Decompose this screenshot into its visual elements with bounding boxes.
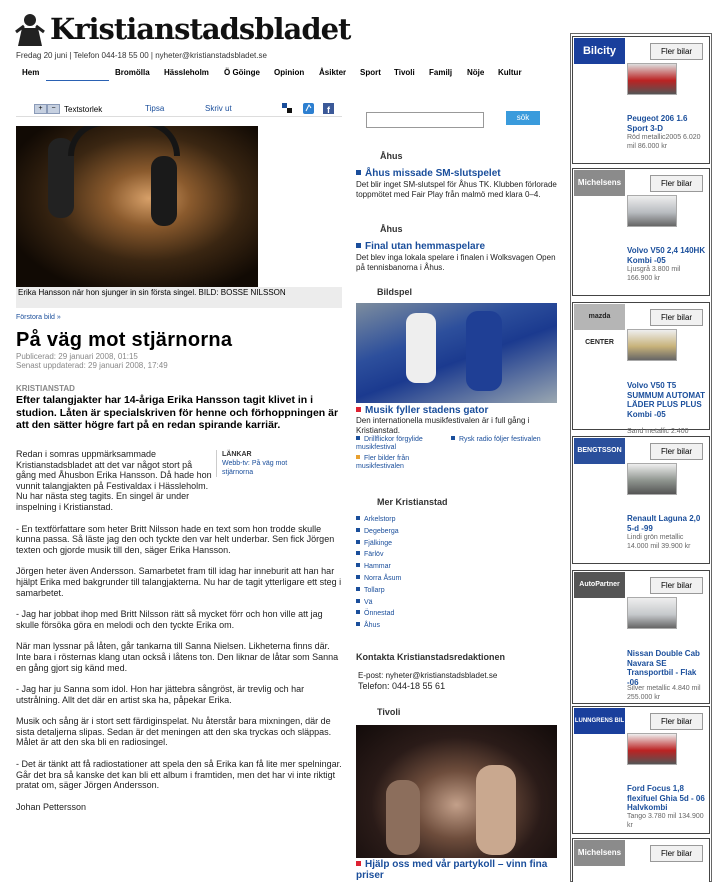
byline: Johan Pettersson — [16, 801, 87, 812]
article-kicker: KRISTIANSTAD — [16, 384, 75, 393]
list-item-label: Färlöv — [364, 551, 384, 559]
more-cars-button[interactable]: Fler bilar — [650, 577, 703, 594]
dealer-logo: Michelsens — [574, 840, 625, 866]
list-item-label: Norra Åsum — [364, 574, 402, 582]
bullet-icon — [356, 551, 360, 555]
section-heading-ahus-2: Åhus — [380, 224, 403, 234]
related-link[interactable]: Webb-tv: På väg mot stjärnorna — [222, 460, 288, 476]
car-ad[interactable] — [572, 36, 710, 164]
more-cars-button[interactable]: Fler bilar — [650, 443, 703, 460]
nav-item-bromolla[interactable]: Bromölla — [115, 68, 150, 77]
car-photo[interactable] — [627, 733, 677, 765]
list-item[interactable] — [356, 538, 401, 550]
list-item-label: Fjälkinge — [364, 539, 393, 547]
car-ad[interactable] — [572, 706, 710, 834]
car-title[interactable]: Renault Laguna 2,0 5-d -99 — [627, 514, 701, 533]
dealer-logo: AutoPartner — [574, 572, 625, 598]
slideshow-link-3-label: Fler bilder från musikfestivalen — [356, 455, 410, 470]
list-item[interactable] — [356, 585, 401, 597]
brand-emblem-icon — [14, 12, 46, 48]
site-logo[interactable]: Kristianstadsbladet — [50, 12, 351, 46]
bullet-icon — [356, 407, 361, 412]
article-headline: På väg mot stjärnorna — [16, 329, 233, 351]
bookmark-icon[interactable] — [303, 103, 314, 114]
slideshow-headline-label: Musik fyller stadens gator — [365, 405, 489, 416]
car-ad[interactable] — [572, 570, 710, 704]
car-description: Tango 3.780 mil 134.900 kr — [627, 813, 704, 829]
list-item-label: Vä — [364, 598, 373, 606]
paragraph: - Det är tänkt att få radiostationer att spela den så Erika kan få lite mer spelningar. Går det bra så kanske det kan bli ett album i framtiden, men det har vi inte riktigt pratat om, säger Jörgen Andersson. — [16, 759, 342, 791]
article-photo[interactable] — [16, 126, 258, 287]
article-toolbar — [16, 102, 342, 117]
bullet-icon — [356, 575, 360, 579]
more-cars-button[interactable]: Fler bilar — [650, 845, 703, 862]
paragraph: När man lyssnar på låten, går tankarna till Sanna Nielsen. Likheterna finns där. Inte bara i rösternas klang utan också i låtens ton. Den liknar de låtar som Sanna en gång gjort sig känd med. — [16, 641, 339, 673]
paragraph: - Jag har ju Sanna som idol. Hon har jättebra sångröst, är trevlig och har utstrålning. Allt det där en artist ska ha, påpekar Erika. — [16, 684, 305, 705]
news-headline-1[interactable] — [356, 168, 501, 179]
paragraph: Musik och sång är i stort sett färdiginspelat. Nu återstår bara mixningen, där de sista detaljerna slipas. Sedan är det meningen att den ska tryckas och släppas. Målet är att den ska bli en radiosingel. — [16, 716, 332, 748]
bullet-icon — [356, 861, 361, 866]
list-item[interactable] — [356, 608, 401, 620]
list-item-label: Degeberga — [364, 527, 399, 535]
svg-text:f: f — [327, 105, 330, 114]
links-title: LÄNKAR — [222, 451, 252, 458]
more-list — [356, 514, 401, 632]
list-item[interactable] — [356, 549, 401, 561]
bullet-icon — [356, 563, 360, 567]
list-item[interactable] — [356, 526, 401, 538]
nav-item-hassleholm[interactable]: Hässleholm — [164, 68, 209, 77]
list-item-label: Åhus — [364, 622, 380, 630]
tivoli-headline[interactable] — [356, 859, 561, 881]
photo-caption: Erika Hansson när hon sjunger in sin första singel. BILD: BOSSE NILSSON — [16, 287, 342, 308]
news-text-1: Det blir inget SM-slutspel för Åhus TK. Klubben förlorade toppmötet med Fair Play från malmö med klara 0–4. — [356, 180, 557, 199]
dealer-logo: BENGTSSON — [574, 438, 625, 464]
paragraph: Jörgen heter även Andersson. Samarbetet fram till idag har inneburit att han har hjälpt Erika med bakgrunder till talangjakterna. Nu har de tagit ytterligare ett steg i samarbetet. — [16, 566, 342, 598]
bullet-icon — [356, 436, 360, 440]
slideshow-link-2[interactable] — [451, 436, 551, 444]
list-item-label: Arkelstorp — [364, 516, 396, 523]
share-icon[interactable] — [282, 103, 293, 114]
nav-item-sport[interactable]: Sport — [360, 68, 381, 77]
list-item[interactable] — [356, 573, 401, 585]
car-photo[interactable] — [627, 63, 677, 95]
paragraph: Redan i somras uppmärksammade Kristianstadsbladet att det var något stort på gång med Åhusbon Erika Hansson. Då hade hon vunnit talangjakten på Festivaldax i Hässleholm. Nu har nästa steg tagits. En singel är under inspelning i Kristianstad. — [16, 449, 212, 512]
bullet-icon — [356, 610, 360, 614]
nav-item-hem[interactable]: Hem — [22, 68, 40, 77]
bullet-icon — [356, 540, 360, 544]
car-ad[interactable] — [572, 168, 710, 296]
more-cars-button[interactable]: Fler bilar — [650, 175, 703, 192]
car-title[interactable]: Peugeot 206 1.6 Sport 3-D — [627, 114, 688, 133]
search-input[interactable] — [366, 112, 484, 128]
car-description: Sand metallic 2.400 — [627, 428, 689, 435]
bullet-icon — [356, 587, 360, 591]
car-description: Ljusgrå 3.800 mil 166.900 kr — [627, 266, 681, 282]
published-date: Publicerad: 29 januari 2008, 01:15 — [16, 352, 138, 361]
news-text-2: Det blev inga lokala spelare i finalen i Wolksvagen Open på tennisbanorna i Åhus. — [356, 253, 556, 272]
nav-item-tivoli[interactable]: Tivoli — [394, 68, 415, 77]
contact-phone: Telefon: 044-18 55 61 — [358, 681, 446, 691]
list-item-label: Önnestad — [364, 610, 395, 618]
nav-item-noje[interactable]: Nöje — [467, 68, 485, 77]
bullet-icon — [451, 436, 455, 440]
tivoli-headline-label: Hjälp oss med vår partykoll – vinn fina priser — [356, 859, 548, 881]
car-description: Silver metallic 4.840 mil 255.000 kr — [627, 685, 701, 701]
car-description: Röd metallic2005 6.020 mil 86.000 kr — [627, 134, 701, 150]
nav-item-kultur[interactable]: Kultur — [498, 68, 522, 77]
car-title[interactable]: Ford Focus 1,8 flexifuel Ghia 5d - 06 Halvkombi — [627, 784, 705, 812]
list-item[interactable] — [356, 620, 401, 632]
dealer-logo: LUNNGRENS BIL — [574, 708, 625, 734]
slideshow-link-1-label: Drillflickor förgylide musikfestival — [356, 436, 423, 451]
slideshow-headline[interactable] — [356, 405, 488, 416]
bullet-icon — [356, 599, 360, 603]
bullet-icon — [356, 622, 360, 626]
slideshow-link-3[interactable] — [356, 455, 446, 471]
print-link[interactable]: Skriv ut — [205, 104, 232, 113]
slideshow-photo[interactable] — [356, 303, 557, 403]
enlarge-photo-link[interactable]: Förstora bild » — [16, 314, 61, 321]
car-title[interactable]: Volvo V50 T5 SUMMUM AUTOMAT LÄDER PLUS PLUS Kombi -05 — [627, 381, 706, 419]
dateline: Fredag 20 juni | Telefon 044-18 55 00 | nyheter@kristianstadsbladet.se — [16, 51, 267, 60]
tip-link[interactable]: Tipsa — [145, 104, 165, 113]
nav-active-indicator — [46, 80, 109, 81]
nav-item-opinion[interactable]: Opinion — [274, 68, 305, 77]
list-item-label: Tollarp — [364, 586, 385, 594]
news-headline-1-label: Åhus missade SM-slutspelet — [365, 168, 501, 179]
section-heading-ahus: Åhus — [380, 151, 403, 161]
section-heading-tivoli: Tivoli — [377, 707, 401, 717]
text-size-label: Textstorlek — [64, 105, 103, 114]
car-ad[interactable] — [572, 302, 710, 435]
car-photo[interactable] — [627, 329, 677, 361]
dealer-logo: Michelsens — [574, 170, 625, 196]
car-photo[interactable] — [627, 463, 677, 495]
car-title[interactable]: Nissan Double Cab Navara SE Transportbil - Flak -06 — [627, 649, 700, 687]
paragraph: - En textförfattare som heter Britt Nilsson hade en text som hon trodde skulle kunna passa. Så läste jag den och tyckte den var helt underbar. Sen fick Jörgen texten och gjorde musik till den, säger Erika Hansson. — [16, 523, 335, 555]
car-ad[interactable] — [572, 436, 710, 564]
more-cars-button[interactable]: Fler bilar — [650, 43, 703, 60]
car-photo[interactable] — [627, 597, 677, 629]
car-photo[interactable] — [627, 195, 677, 227]
list-item[interactable] — [356, 561, 401, 573]
list-item-label: Hammar — [364, 563, 391, 571]
bullet-icon — [356, 243, 361, 248]
slideshow-text: Den internationella musikfestivalen är i full gång i Kristianstad. — [356, 416, 530, 435]
news-headline-2-label: Final utan hemmaspelare — [365, 241, 486, 252]
car-title[interactable]: Volvo V50 2,4 140HK Kombi -05 — [627, 246, 706, 265]
nav-item-familj[interactable]: Familj — [429, 68, 453, 77]
article-meta — [16, 352, 168, 370]
list-item[interactable] — [356, 514, 401, 526]
bullet-icon — [356, 516, 360, 520]
contact-heading: Kontakta Kristianstadsredaktionen — [356, 652, 506, 662]
text-increase-button[interactable]: − — [47, 104, 60, 114]
slideshow-link-1[interactable] — [356, 436, 446, 452]
article-body — [16, 449, 342, 823]
section-heading-bildspel: Bildspel — [377, 287, 413, 297]
search-button[interactable]: sök — [506, 111, 540, 125]
nav-item-o-goinge[interactable]: Ö Göinge — [224, 68, 260, 77]
news-headline-2[interactable] — [356, 241, 485, 252]
bullet-icon — [356, 455, 360, 459]
tivoli-photo[interactable] — [356, 725, 557, 858]
more-cars-button[interactable]: Fler bilar — [650, 309, 703, 326]
car-ad[interactable] — [572, 838, 710, 882]
bullet-icon — [356, 528, 360, 532]
slideshow-link-2-label: Rysk radio följer festivalen — [459, 436, 541, 443]
related-links-box — [216, 450, 348, 477]
list-item[interactable] — [356, 597, 401, 609]
paragraph: - Jag har jobbat ihop med Britt Nilsson rätt så mycket förr och hon ville att jag skulle försöka göra en melodi och den tyckte Erika om. — [16, 609, 323, 630]
updated-date: Senast uppdaterad: 29 januari 2008, 17:49 — [16, 361, 168, 370]
nav-item-asikter[interactable]: Åsikter — [319, 68, 347, 77]
more-cars-button[interactable]: Fler bilar — [650, 713, 703, 730]
facebook-icon[interactable] — [323, 103, 334, 114]
section-heading-more: Mer Kristianstad — [377, 497, 448, 507]
dealer-logo: mazda CENTER — [574, 304, 625, 330]
bullet-icon — [356, 170, 361, 175]
contact-email[interactable]: E-post: nyheter@kristianstadsbladet.se — [358, 671, 498, 680]
car-description: Lindi grön metallic 14.000 mil 39.900 kr — [627, 534, 691, 550]
article-lead: Efter talangjakter har 14-åriga Erika Hansson tagit klivet in i studion. Låten är specialskriven för henne och förhoppningen är att den sätter högre fart på en redan spirande karriär. — [16, 394, 339, 431]
text-decrease-button[interactable]: + — [34, 104, 47, 114]
dealer-logo: Bilcity — [574, 38, 625, 64]
